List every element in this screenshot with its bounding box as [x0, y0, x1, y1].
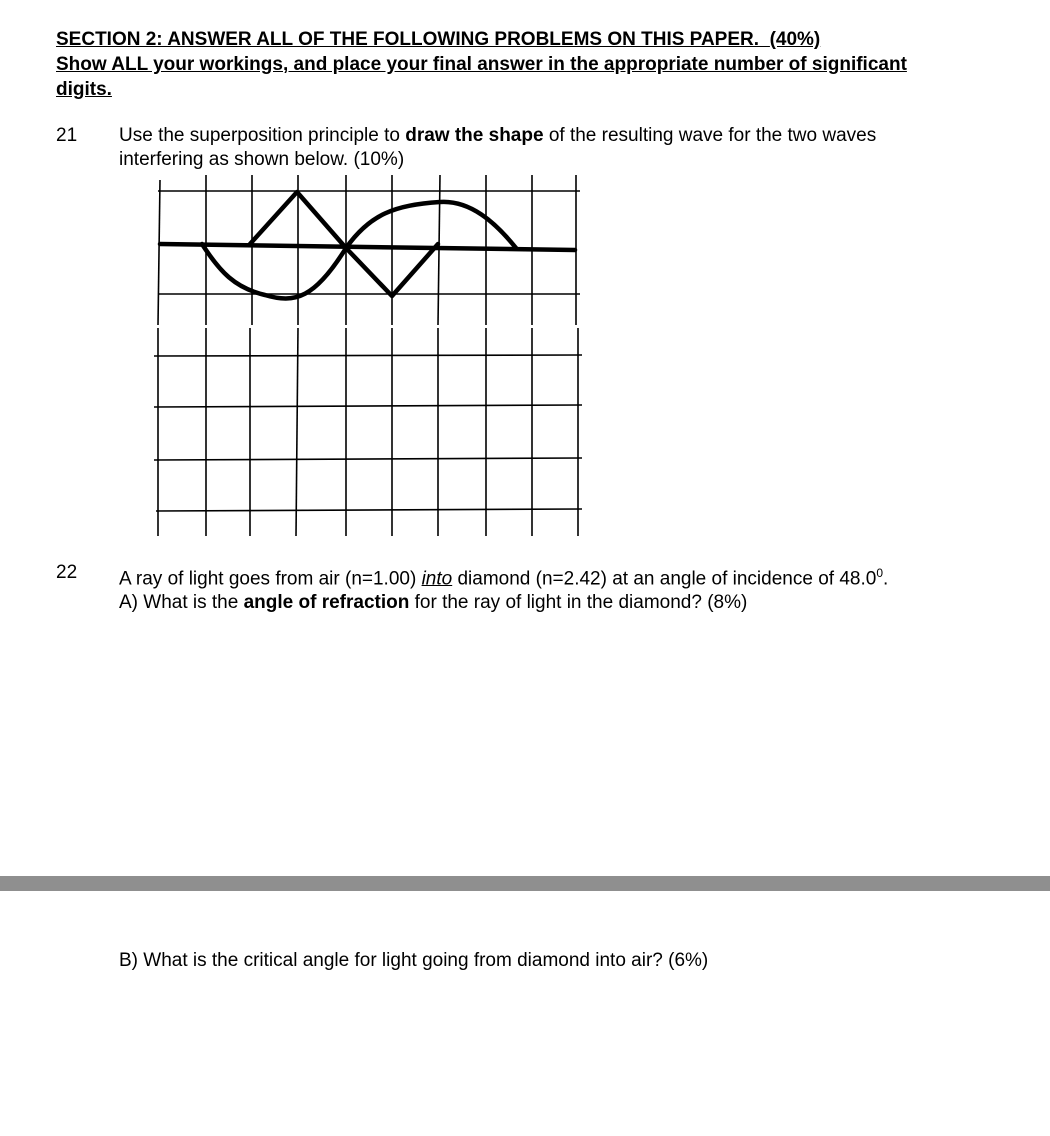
section-title [56, 27, 1016, 52]
page-separator [0, 876, 1050, 891]
q22-text-end: . [883, 568, 889, 590]
question-number: 21 [56, 125, 78, 146]
q21-text-pre: Use the superposition principle to [119, 125, 406, 146]
q22-text-post: diamond (n=2.42) at an angle of incidence of 48.0 [452, 568, 877, 590]
q21-text-post: of the resulting wave for the two waves [543, 125, 877, 146]
grid-line [296, 328, 298, 536]
part-a-bold: angle of refraction [243, 592, 410, 614]
instructions-line-end: digits. [56, 79, 112, 100]
grid-line [154, 405, 582, 407]
question-number: 22 [56, 562, 78, 583]
q22-text-pre: A ray of light goes from air (n=1.00) [119, 568, 422, 590]
section-weight: (40%) [769, 29, 821, 50]
grid-line [156, 509, 582, 511]
part-a-pre: A) What is the [119, 592, 244, 614]
wave-drawings [160, 192, 575, 298]
part-b-text: B) What is the critical angle for light going from diamond into air? (6%) [119, 950, 709, 971]
section-header [56, 27, 1016, 102]
q21-text-bold: draw the shape [405, 125, 544, 146]
grid-line [154, 355, 582, 356]
question-text [119, 561, 1019, 615]
q21-text-line2: interfering as shown below. (10%) [119, 149, 405, 170]
question-text [119, 124, 1019, 172]
wave-grid-svg [150, 170, 590, 542]
q22-text-into: into [421, 568, 453, 590]
grid-line [158, 180, 160, 325]
wave-grid-figure [150, 170, 590, 547]
degree-symbol: 0 [876, 566, 883, 580]
grid-lines [154, 175, 582, 536]
grid-line [154, 458, 582, 460]
section-title-text: SECTION 2: ANSWER ALL OF THE FOLLOWING PROBLEMS ON THIS PAPER. [56, 29, 760, 50]
part-a-post: for the ray of light in the diamond? (8%) [409, 592, 748, 614]
instructions-line: Show ALL your workings, and place your final answer in the appropriate number of significant [56, 54, 907, 75]
